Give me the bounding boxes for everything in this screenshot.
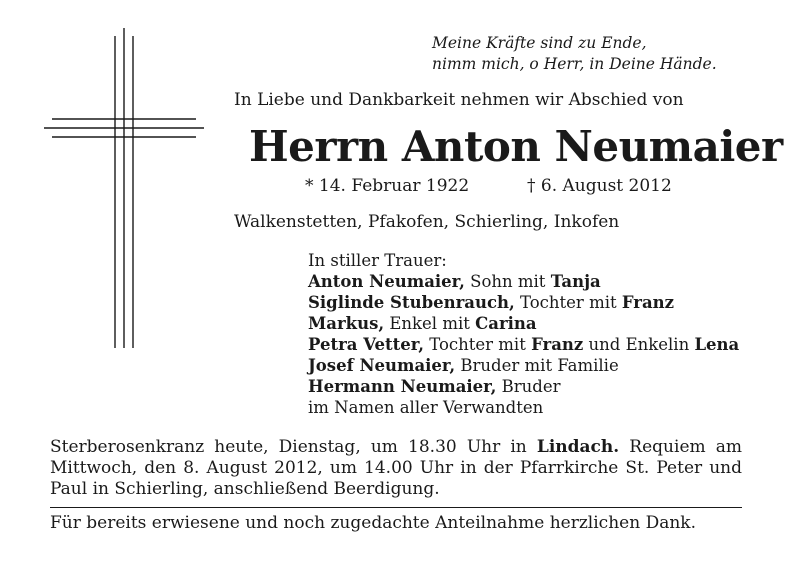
text: Sterberosenkranz heute, Dienstag, um 18.30 Uhr in xyxy=(50,437,537,457)
bold-text: Lena xyxy=(694,335,740,354)
text: Requiem am Mittwoch, den 8. August 2012, um 14.00 Uhr in der Pfarrkirche St. Peter und Paul in Schierling, anschließend Beerdigung. xyxy=(50,437,742,499)
thanks-line: Für bereits erwiesene und noch zugedachte Anteilnahme herzlichen Dank. xyxy=(50,513,696,533)
mourning-heading: In stiller Trauer: xyxy=(308,251,447,270)
bold-text: Franz xyxy=(621,293,675,312)
bold-text: Franz xyxy=(531,335,584,354)
text: Bruder mit Familie xyxy=(455,356,619,375)
bold-text: Hermann Neumaier, xyxy=(308,377,497,396)
text: Tochter mit xyxy=(514,293,622,312)
text: Sohn mit xyxy=(464,272,551,291)
bold-text: Anton Neumaier, xyxy=(308,272,465,291)
funeral-service-info xyxy=(50,437,742,500)
bold-text: Markus, xyxy=(308,314,385,333)
mourner-line xyxy=(308,397,739,418)
text: Bruder xyxy=(496,377,561,396)
text: Tochter mit xyxy=(423,335,532,354)
motto-line: Meine Kräfte sind zu Ende, xyxy=(432,34,647,52)
mourner-line xyxy=(308,271,739,292)
mourner-line xyxy=(308,355,739,376)
bold-text: Siglinde Stubenrauch, xyxy=(308,293,515,312)
deceased-name: Herrn Anton Neumaier xyxy=(249,122,783,171)
bold-text: Tanja xyxy=(550,272,601,291)
mourners-list xyxy=(308,250,739,418)
bold-text: Carina xyxy=(475,314,537,333)
mourner-line xyxy=(308,313,739,334)
birth-date: * 14. Februar 1922 xyxy=(305,176,470,196)
text: Enkel mit xyxy=(384,314,476,333)
bold-text: Josef Neumaier, xyxy=(308,356,456,375)
motto-line: nimm mich, o Herr, in Deine Hände. xyxy=(432,55,717,73)
text: im Namen aller Verwandten xyxy=(308,398,544,417)
farewell-intro: In Liebe und Dankbarkeit nehmen wir Abschied von xyxy=(234,90,684,110)
death-date: † 6. August 2012 xyxy=(527,176,672,196)
divider xyxy=(50,507,742,508)
cross-icon xyxy=(44,28,204,348)
motto-verse xyxy=(432,33,717,75)
mourner-line xyxy=(308,292,739,313)
mourner-line xyxy=(308,376,739,397)
mourner-line xyxy=(308,334,739,355)
text: und Enkelin xyxy=(583,335,695,354)
bold-text: Lindach. xyxy=(536,437,620,457)
places-of-residence: Walkenstetten, Pfakofen, Schierling, Inkofen xyxy=(234,212,620,232)
bold-text: Petra Vetter, xyxy=(308,335,424,354)
